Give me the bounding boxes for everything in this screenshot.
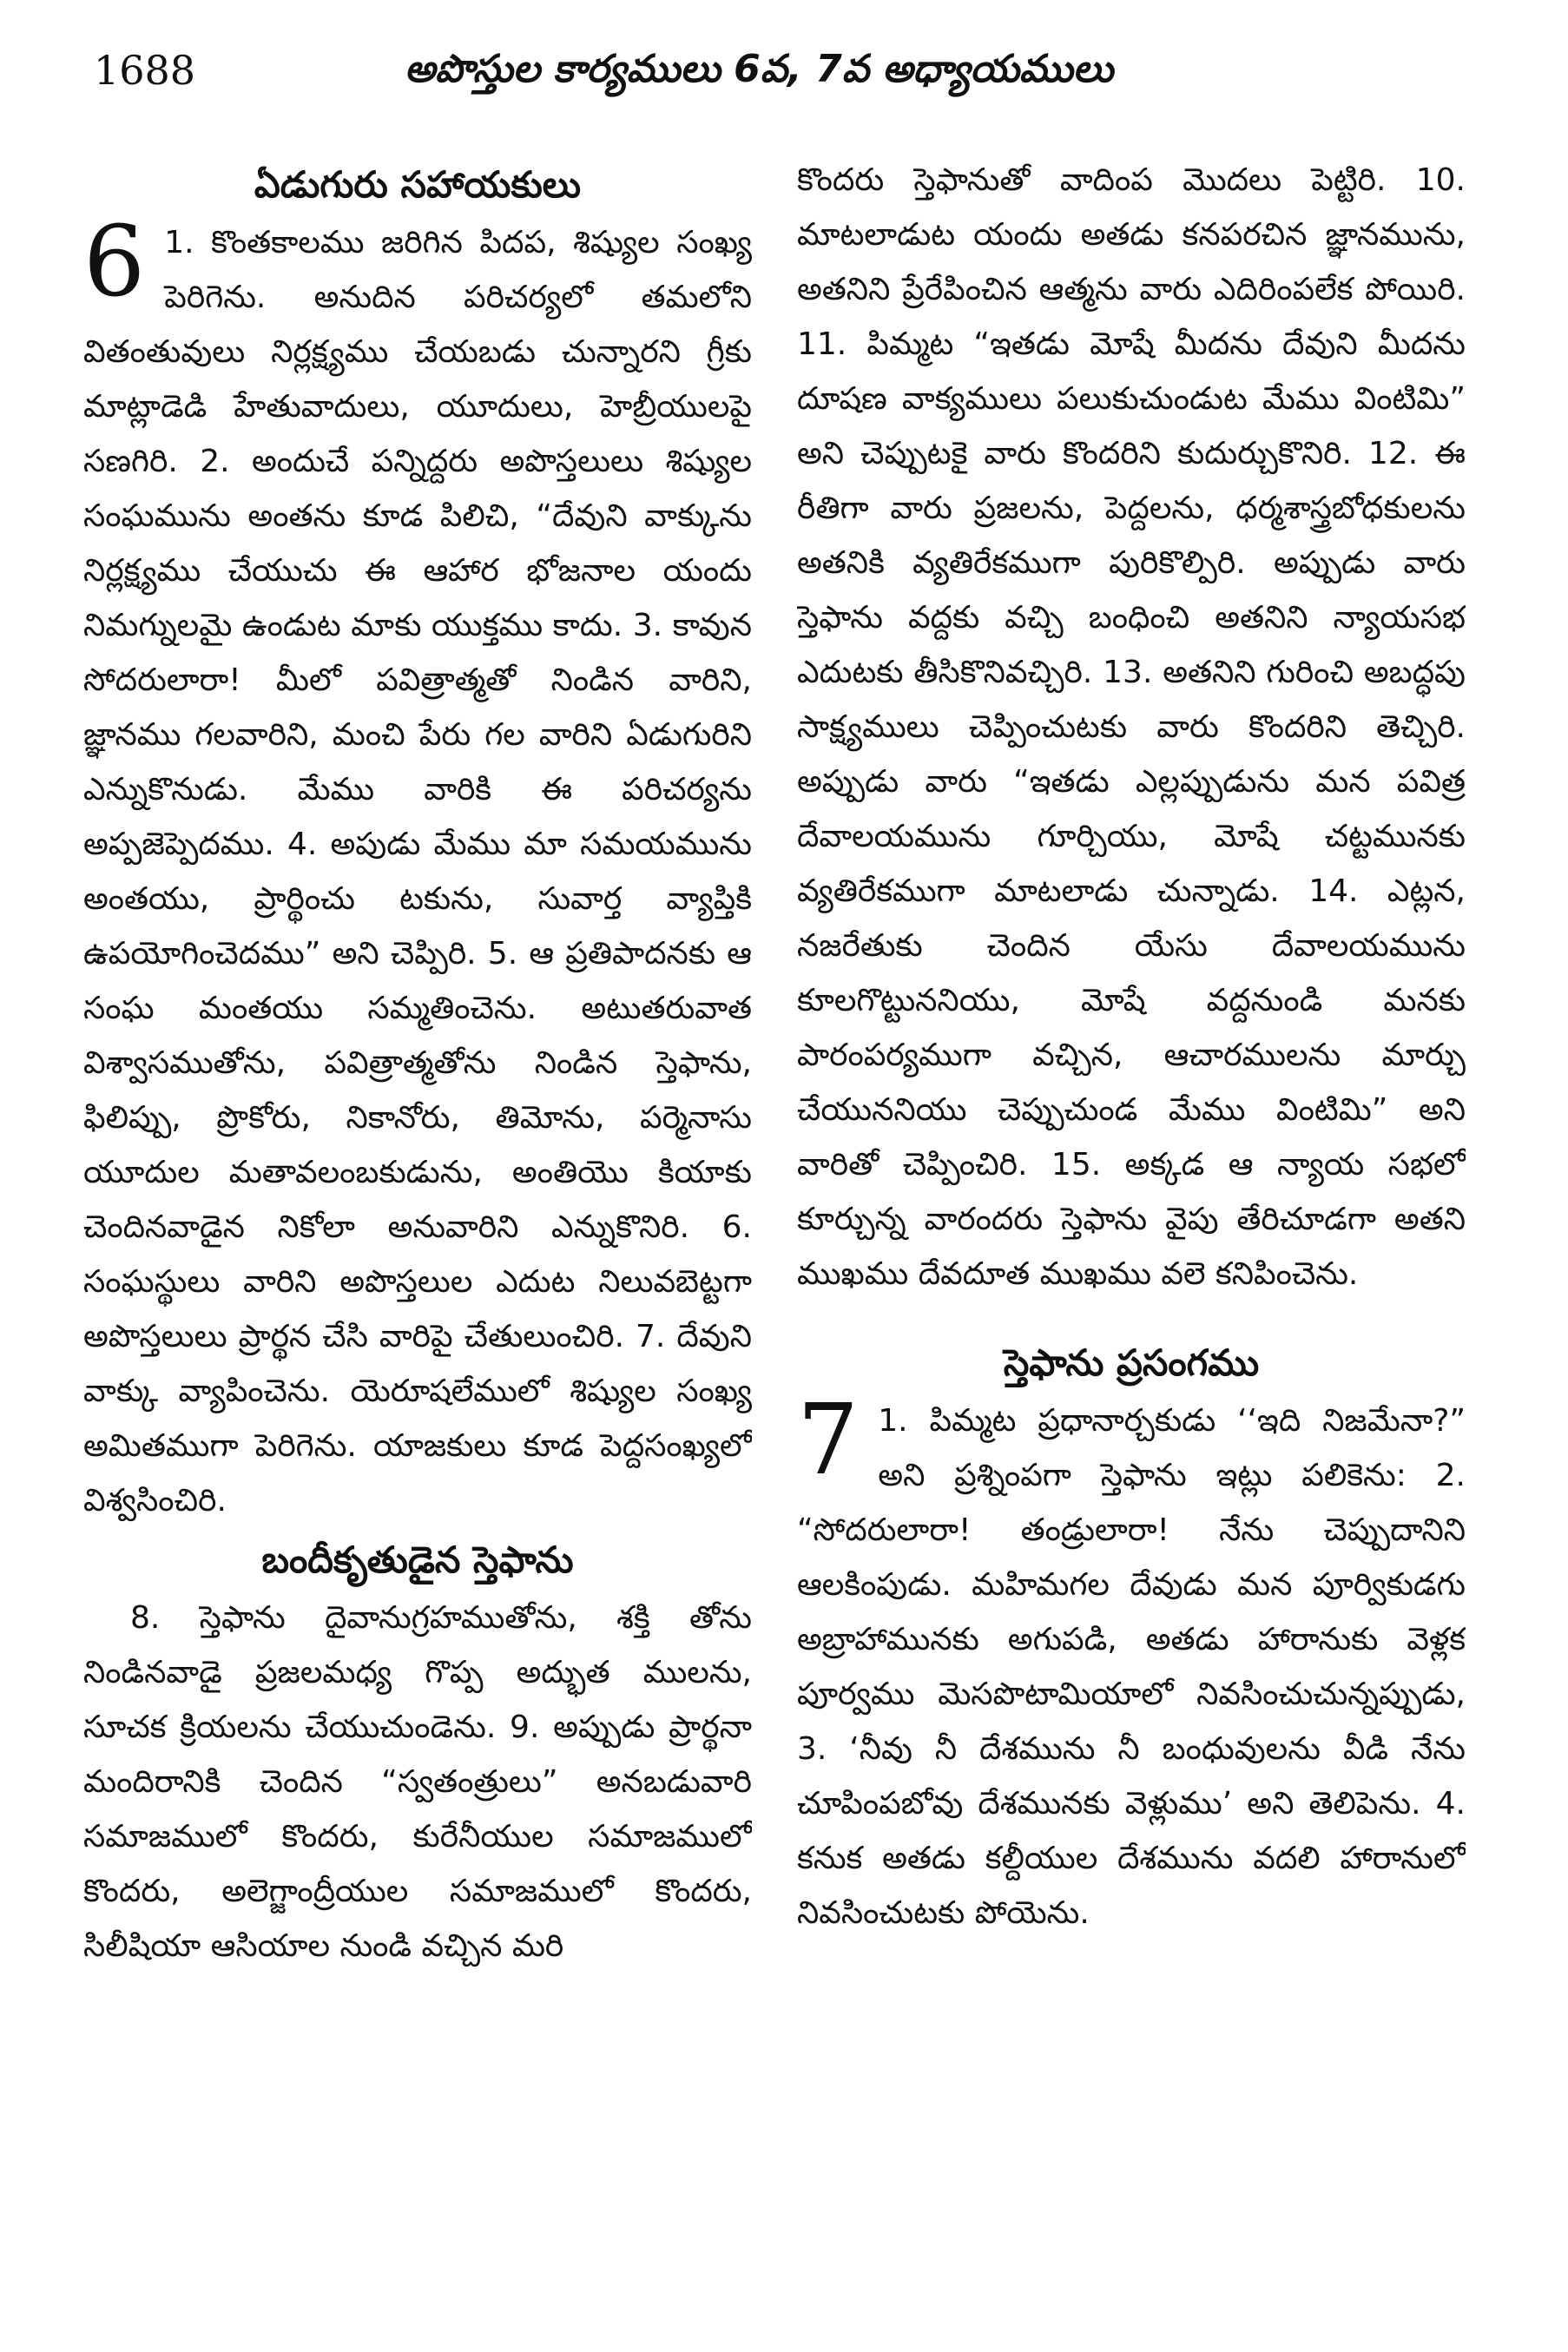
chapter-7-paragraph: [797, 1384, 1466, 1940]
right-column: [797, 153, 1466, 2315]
section-spacer: [797, 1301, 1466, 1331]
chapter-6-paragraph: [83, 206, 752, 1528]
verse-8-paragraph: 8. స్తెఫాను దైవానుగ్రహముతోను, శక్తి తోను నిండినవాడై ప్రజలమధ్య గొప్ప అద్భుత ములను, సూచక క్రియలను చేయుచుండెను. 9. అప్పుడు ప్రార్థనా మందిరానికి చెందిన “స్వతంత్రులు” అనబడువారి సమాజములో కొందరు, కురేనీయుల సమాజములో కొందరు, అలెగ్జాంద్రీయుల సమాజములో కొందరు, సిలీషియా ఆసియాల నుండి వచ్చిన మరి: [83, 1600, 752, 1964]
chapter-number-6: 6: [83, 206, 146, 319]
chapter-number-7: 7: [797, 1384, 860, 1497]
section-heading-stephen-speech: స్తెఫాను ప్రసంగము: [1003, 1341, 1260, 1384]
chapter-6-text: 1. కొంతకాలము జరిగిన పిదప, శిష్యుల సంఖ్య పెరిగెను. అనుదిన పరిచర్యలో తమలోని వితంతువులు నిర్లక్ష్యము చేయబడు చున్నారని గ్రీకు మాట్లాడెడి హేతువాదులు, యూదులు, హెబ్రీయులపై సణగిరి. 2. అందుచే పన్నిద్దరు అపొస్తలులు శిష్యుల సంఘమును అంతను కూడ పిలిచి, “దేవుని వాక్కును నిర్లక్ష్యము చేయుచు ఈ ఆహార భోజనాల యందు నిమగ్నులమై ఉండుట మాకు యుక్తము కాదు. 3. కావున సోదరులారా! మీలో పవిత్రాత్మతో నిండిన వారిని, జ్ఞానము గలవారిని, మంచి పేరు గల వారిని ఏడుగురిని ఎన్నుకొనుడు. మేము వారికి ఈ పరిచర్యను అప్పజెప్పెదము. 4. అపుడు మేము మా సమయమును అంతయు, ప్రార్థించు టకును, సువార్త వ్యాప్తికి ఉపయోగించెదము” అని చెప్పిరి. 5. ఆ ప్రతిపాదనకు ఆ సంఘ మంతయు సమ్మతించెను. అటుతరువాత విశ్వాసముతోను, పవిత్రాత్మతోను నిండిన స్తెఫాను, ఫిలిప్పు, ప్రొకోరు, నికానోరు, తిమోను, పర్మెనాసు యూదుల మతావలంబకుడును, అంతియొ కియాకు చెందినవాడైన నికోలా అనువారిని ఎన్నుకొనిరి. 6. సంఘస్థులు వారిని అపొస్తలుల ఎదుట నిలువబెట్టగా అపొస్తలులు ప్రార్థన చేసి వారిపై చేతులుంచిరి. 7. దేవుని వాక్కు వ్యాపించెను. యెరూషలేములో శిష్యుల సంఖ్య అమితముగా పెరిగెను. యాజకులు కూడ పెద్దసంఖ్యలో విశ్వసించిరి.: [83, 225, 752, 1519]
page-header: [83, 47, 1507, 108]
section-heading-seven-helpers: ఏడుగురు సహాయకులు: [254, 163, 582, 206]
chapter-7-text: 1. పిమ్మట ప్రధానార్చకుడు ‘‘ఇది నిజమేనా?” అని ప్రశ్నింపగా స్తెఫాను ఇట్లు పలికెను: 2. “సోదరులారా! తండ్రులారా! నేను చెప్పుదానిని ఆలకింపుడు. మహిమగల దేవుడు మన పూర్వికుడగు అబ్రాహామునకు అగుపడి, అతడు హారానుకు వెళ్లక పూర్వము మెసపొటామియాలో నివసించుచున్నప్పుడు, 3. ‘నీవు నీ దేశమును నీ బంధువులను వీడి నేను చూపింపబోవు దేశమునకు వెళ్లుము’ అని తెలిపెను. 4. కనుక అతడు కల్దీయుల దేశమును వదలి హారానులో నివసించుటకు పోయెను.: [797, 1403, 1466, 1931]
section-heading-stephen-arrested: బందీకృతుడైన స్తెఫాను: [261, 1538, 574, 1581]
page-number: 1688: [94, 47, 196, 94]
left-column: [83, 153, 752, 2315]
verse-continuation-paragraph: కొందరు స్తెఫానుతో వాదింప మొదలు పెట్టిరి. 10. మాటలాడుట యందు అతడు కనపరచిన జ్ఞానమును, అతనిని ప్రేరేపించిన ఆత్మను వారు ఎదిరింపలేక పోయిరి. 11. పిమ్మట “ఇతడు మోషే మీదను దేవుని మీదను దూషణ వాక్యములు పలుకుచుండుట మేము వింటిమి” అని చెప్పుటకై వారు కొందరిని కుదుర్చుకొనిరి. 12. ఈ రీతిగా వారు ప్రజలను, పెద్దలను, ధర్మశాస్త్రబోధకులను అతనికి వ్యతిరేకముగా పురికొల్పిరి. అప్పుడు వారు స్తెఫాను వద్దకు వచ్చి బంధించి అతనిని న్యాయసభ ఎదుటకు తీసికొనివచ్చిరి. 13. అతనిని గురించి అబద్ధపు సాక్ష్యములు చెప్పించుటకు వారు కొందరిని తెచ్చిరి. అప్పుడు వారు “ఇతడు ఎల్లప్పుడును మన పవిత్ర దేవాలయమును గూర్చియు, మోషే చట్టమునకు వ్యతిరేకముగా మాటలాడు చున్నాడు. 14. ఎట్లన, నజరేతుకు చెందిన యేసు దేవాలయమును కూలగొట్టుననియు, మోషే వద్దనుండి మనకు పారంపర్యముగా వచ్చిన, ఆచారములను మార్చు చేయుననియు చెప్పుచుండ మేము వింటిమి” అని వారితో చెప్పించిరి. 15. అక్కడ ఆ న్యాయ సభలో కూర్చున్న వారందరు స్తెఫాను వైపు తేరిచూడగా అతని ముఖము దేవదూత ముఖము వలె కనిపించెను.: [797, 162, 1466, 1292]
running-title: అపొస్తుల కార్యములు 6వ, 7వ అధ్యాయములు: [405, 47, 1114, 91]
